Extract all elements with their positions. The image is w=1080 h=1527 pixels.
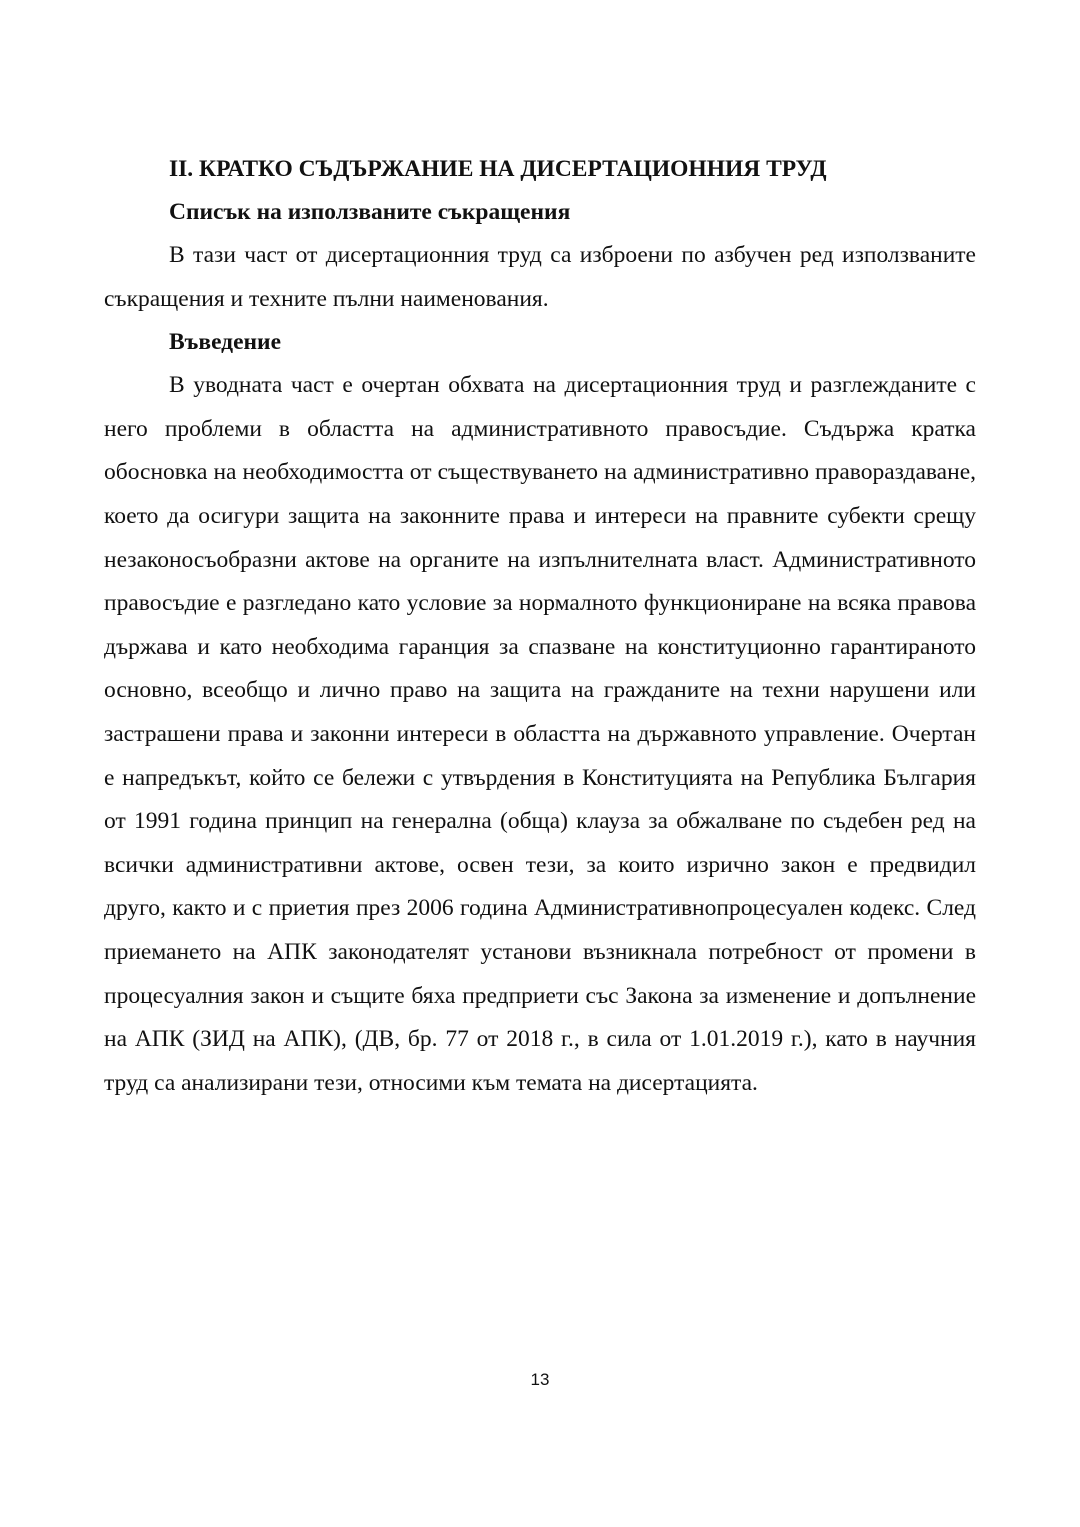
chapter-title: II. КРАТКО СЪДЪРЖАНИЕ НА ДИСЕРТАЦИОННИЯ ТРУД bbox=[169, 156, 827, 182]
paragraph-introduction: В уводната част е очертан обхвата на дисертационния труд и разглежданите с него проблеми в областта на административното правосъдие. Съдържа кратка обосновка на необходимостта от съществуването на административно правораздаване, което да осигури защита на законните права и интереси на правните субекти срещу незаконосъобразни актове на органите на изпълнителната власт. Административното правосъдие е разгледано като условие за нормалното функциониране на всяка правова държава и като необходима гаранция за спазване на конституционно гарантираното основно, всеобщо и лично право на защита на гражданите на техни нарушени или застрашени права и законни интереси в областта на държавното управление. Очертан е напредъкът, който се бележи с утвърдения в Конституцията на Република България от 1991 година принцип на генерална (обща) клауза за обжалване по съдебен ред на всички административни актове, освен тези, за които изрично закон е предвидил друго, както и с приетия през 2006 година Административнопроцесуален кодекс. След приемането на АПК законодателят установи възникнала потребност от промени в процесуалния закон и същите бяха предприети със Закона за изменение и допълнение на АПК (ЗИД на АПК), (ДВ, бр. 77 от 2018 г., в сила от 1.01.2019 г.), като в научния труд са анализирани тези, относими към темата на дисертацията. bbox=[104, 372, 976, 1096]
paragraph-abbreviations: В тази част от дисертационния труд са изброени по азбучен ред използваните съкращения и техните пълни наименования. bbox=[104, 242, 976, 312]
section-heading-introduction: Въведение bbox=[169, 329, 282, 356]
section-heading-abbreviations: Списък на използваните съкращения bbox=[169, 199, 571, 225]
page-number: 13 bbox=[530, 1370, 550, 1389]
page-body bbox=[104, 148, 976, 1105]
